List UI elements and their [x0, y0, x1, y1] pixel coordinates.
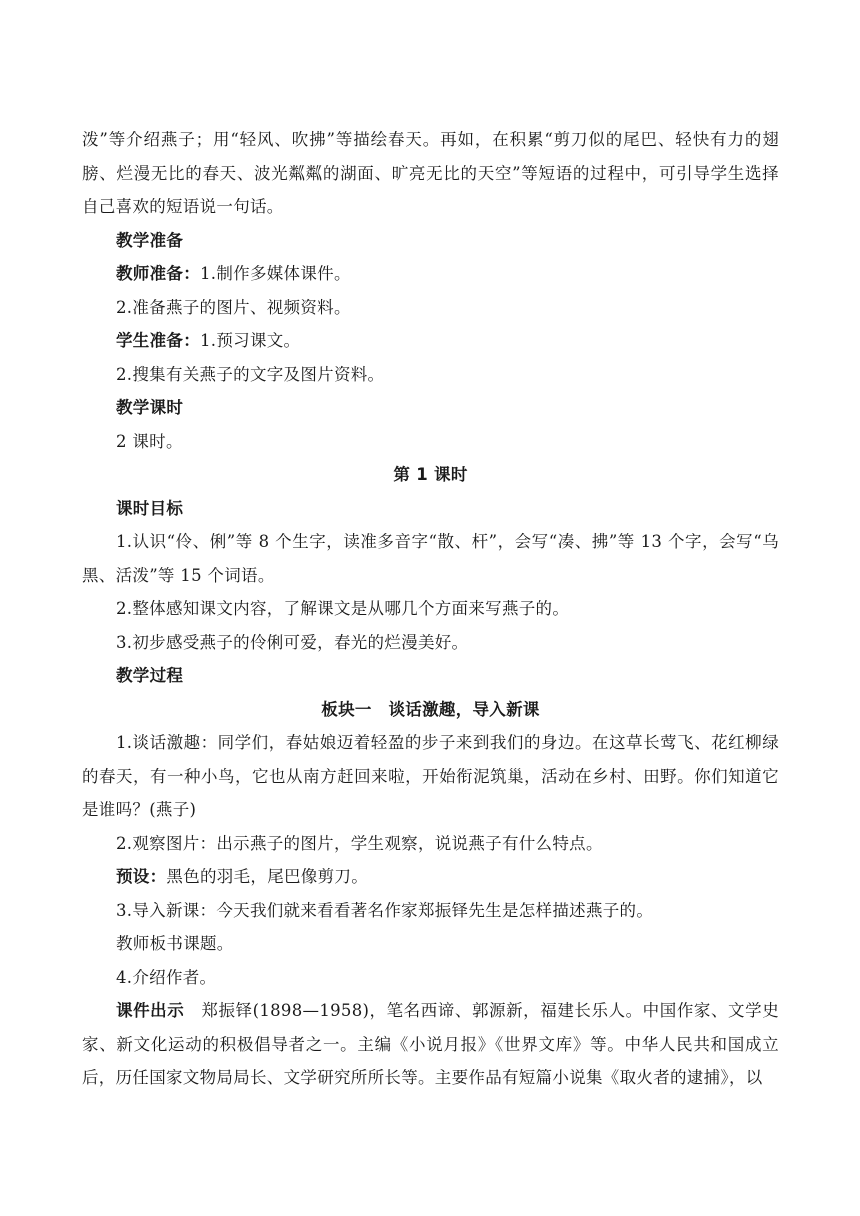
step-3: 3.导入新课：今天我们就来看看著名作家郑振铎先生是怎样描述燕子的。: [116, 900, 654, 920]
step-2: 2.观察图片：出示燕子的图片，学生观察，说说燕子有什么特点。: [116, 833, 603, 853]
goal-2: 2.整体感知课文内容，了解课文是从哪几个方面来写燕子的。: [116, 599, 570, 618]
block-1-title: 板块一 谈话激趣，导入新课: [321, 699, 540, 719]
student-preparation-label: 学生准备：: [116, 331, 200, 350]
document-body: [82, 123, 779, 1095]
intro-paragraph: 泼”等介绍燕子；用“轻风、吹拂”等描绘春天。再如，在积累“剪刀似的尾巴、轻快有力的翅膀、烂漫无比的春天、波光粼粼的湖面、旷亮无比的天空”等短语的过程中，可引导学生选择自己喜欢的短语说一句话。: [82, 130, 779, 216]
student-preparation-item-2: 2.搜集有关燕子的文字及图片资料。: [116, 364, 385, 384]
preset-text: 黑色的羽毛，尾巴像剪刀。: [166, 867, 369, 886]
preset: [82, 860, 779, 894]
heading-lesson-goals: 课时目标: [116, 498, 184, 518]
heading-teaching-hours: 教学课时: [116, 398, 184, 417]
heading-teaching-preparation: 教学准备: [116, 230, 184, 250]
goal-1: 1.认识“伶、俐”等 8 个生字，读准多音字“散、杆”，会写“凑、拂”等 13 个字，会写“乌黑、活泼”等 15 个词语。: [82, 532, 779, 585]
preset-label: 预设：: [116, 867, 167, 886]
lesson-1-title: 第 1 课时: [393, 465, 468, 484]
student-preparation-text: 1.预习课文。: [200, 331, 301, 350]
step-1: 1.谈话激趣：同学们，春姑娘迈着轻盈的步子来到我们的身边。在这草长莺飞、花红柳绿的春天，有一种小鸟，它也从南方赶回来啦，开始衔泥筑巢，活动在乡村、田野。你们知道它是谁吗？(燕子): [82, 733, 779, 819]
teacher-preparation: [82, 257, 779, 291]
teaching-hours-text: 2 课时。: [116, 431, 183, 451]
goal-3: 3.初步感受燕子的伶俐可爱，春光的烂漫美好。: [116, 632, 469, 652]
step-4: 4.介绍作者。: [116, 967, 217, 987]
teacher-preparation-item-2: 2.准备燕子的图片、视频资料。: [116, 297, 351, 317]
student-preparation: [82, 324, 779, 358]
step-3-board: 教师板书课题。: [116, 934, 234, 953]
courseware-label: 课件出示: [116, 1001, 185, 1020]
teacher-preparation-label: 教师准备：: [116, 264, 200, 283]
courseware-display: [82, 994, 779, 1095]
courseware-text: 郑振铎(1898—1958)，笔名西谛、郭源新，福建长乐人。中国作家、文学史家、新文化运动的积极倡导者之一。主编《小说月报》《世界文库》等。中华人民共和国成立后，历任国家文物局局长、文学研究所所长等。主要作品有短篇小说集《取火者的逮捕》，以: [82, 1001, 779, 1087]
heading-teaching-process: 教学过程: [116, 666, 184, 685]
teacher-preparation-text: 1.制作多媒体课件。: [200, 264, 351, 283]
